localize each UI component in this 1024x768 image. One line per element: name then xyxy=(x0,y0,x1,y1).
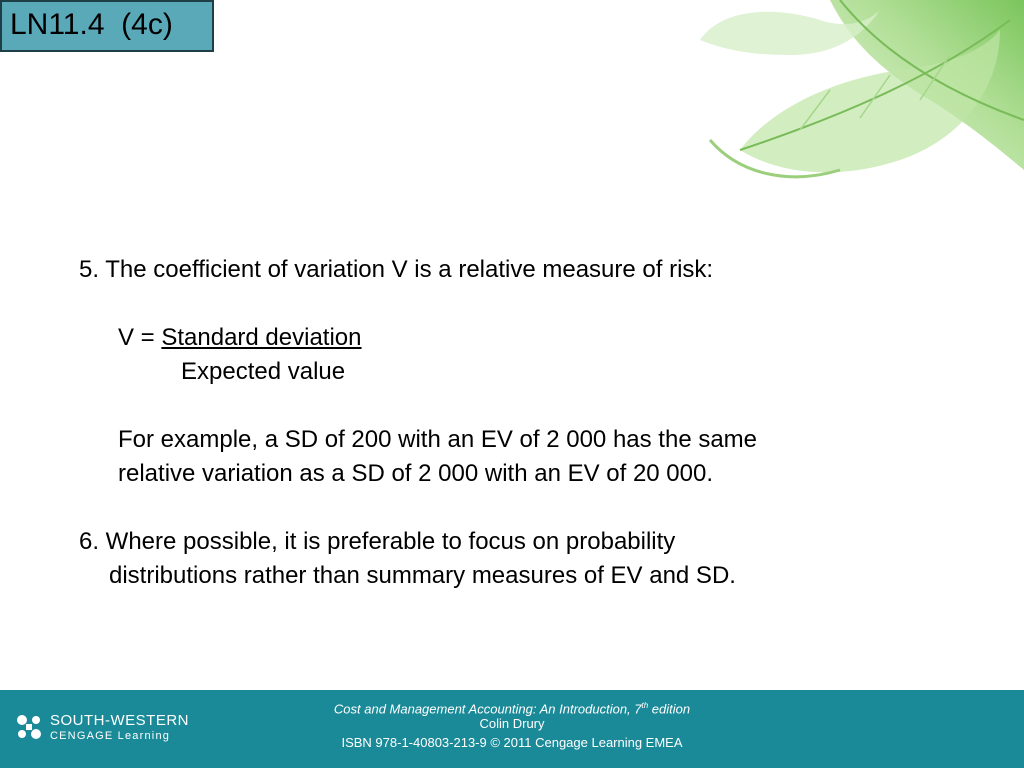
formula-denominator: Expected value xyxy=(181,358,346,385)
leaf-decoration-icon xyxy=(680,0,1024,190)
example-line1: For example, a SD of 200 with an EV of 2 000 has the same xyxy=(118,426,758,453)
formula-numerator: Standard deviation xyxy=(161,324,362,351)
book-title: Cost and Management Accounting: An Introduction, 7th edition xyxy=(333,701,691,717)
footer-bar xyxy=(0,690,1024,768)
isbn: ISBN 978-1-40803-213-9 © 2011 Cengage Learning EMEA xyxy=(341,735,683,750)
point5-text: 5. The coefficient of variation V is a relative measure of risk: xyxy=(79,256,714,283)
slide-tag xyxy=(0,0,214,52)
slide-tag-label: LN11.4 (4c) xyxy=(10,8,173,41)
logo-wordmark-top: SOUTH-WESTERN xyxy=(50,712,189,729)
cengage-logo-icon xyxy=(14,712,44,742)
point6-line2: distributions rather than summary measures of EV and SD. xyxy=(109,562,736,589)
example-line2: relative variation as a SD of 2 000 with an EV of 20 000. xyxy=(118,460,714,487)
logo-wordmark-bottom: CENGAGE Learning xyxy=(50,730,171,742)
formula xyxy=(118,321,362,355)
formula-lhs: V = xyxy=(118,324,162,351)
author: Colin Drury xyxy=(479,716,545,731)
point6-line1: 6. Where possible, it is preferable to focus on probability xyxy=(79,528,676,555)
